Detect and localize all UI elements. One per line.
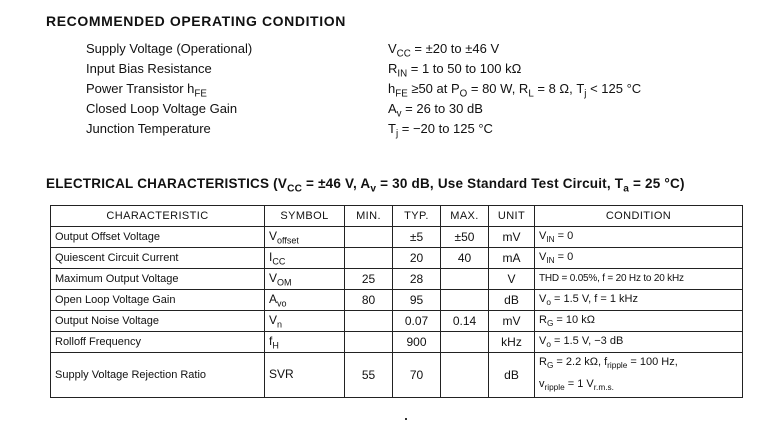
cell-condition: $V_{IN} = 0$ [535, 248, 743, 269]
roc-label: Closed Loop Voltage Gain [86, 101, 238, 116]
cell-symbol: $V_{offset}$ [265, 227, 345, 248]
cell-unit: dB [489, 353, 535, 398]
cell-typ: 28 [393, 269, 441, 290]
roc-row-hfe [86, 81, 746, 101]
cell-max [441, 290, 489, 311]
cell-max: ±50 [441, 227, 489, 248]
speck [405, 418, 407, 420]
cell-max: 0.14 [441, 311, 489, 332]
condition-line-2: $v_{ripple} = 1$ $V_{r.m.s.}$ [539, 378, 614, 393]
cell-unit: mA [489, 248, 535, 269]
recommended-conditions [86, 41, 746, 141]
cell-typ: 70 [393, 353, 441, 398]
cell-characteristic: Output Offset Voltage [51, 227, 265, 248]
table-row [51, 332, 743, 353]
table-row [51, 311, 743, 332]
cell-condition: $V_o = 1.5$ V, −3 dB [535, 332, 743, 353]
col-max: MAX. [441, 206, 489, 227]
col-typ: TYP. [393, 206, 441, 227]
table-row [51, 227, 743, 248]
roc-value: $T_j = -20$ to 125 °C [388, 121, 493, 140]
cell-unit: dB [489, 290, 535, 311]
cell-typ: 20 [393, 248, 441, 269]
cell-symbol: $A_{vo}$ [265, 290, 345, 311]
roc-row-temp [86, 121, 746, 141]
cell-characteristic: Open Loop Voltage Gain [51, 290, 265, 311]
roc-label: Power Transistor $h_{FE}$ [86, 81, 207, 100]
roc-value: $A_v = 26$ to 30 dB [388, 101, 483, 120]
col-unit: UNIT [489, 206, 535, 227]
condition-line-1: $R_G = 2.2$ kΩ, $f_{ripple} = 100$ Hz, [539, 356, 678, 371]
col-min: MIN. [345, 206, 393, 227]
table-row [51, 269, 743, 290]
recommended-heading: RECOMMENDED OPERATING CONDITION [46, 13, 346, 29]
roc-label: Input Bias Resistance [86, 61, 212, 76]
cell-unit: V [489, 269, 535, 290]
cell-max [441, 269, 489, 290]
roc-row-bias [86, 61, 746, 81]
cell-min [345, 227, 393, 248]
cell-characteristic: Supply Voltage Rejection Ratio [51, 353, 265, 398]
cell-condition: THD = 0.05%, f = 20 Hz to 20 kHz [535, 269, 743, 290]
cell-typ: ±5 [393, 227, 441, 248]
cell-characteristic: Quiescent Circuit Current [51, 248, 265, 269]
table-row [51, 248, 743, 269]
cell-max: 40 [441, 248, 489, 269]
col-condition: CONDITION [535, 206, 743, 227]
cell-condition [535, 353, 743, 398]
table-row [51, 353, 743, 398]
col-characteristic: CHARACTERISTIC [51, 206, 265, 227]
cell-min [345, 248, 393, 269]
cell-symbol: $V_n$ [265, 311, 345, 332]
cell-characteristic: Rolloff Frequency [51, 332, 265, 353]
cell-symbol: SVR [265, 353, 345, 398]
roc-row-supply [86, 41, 746, 61]
table-row [51, 290, 743, 311]
cell-min [345, 332, 393, 353]
cell-symbol: $V_{OM}$ [265, 269, 345, 290]
cell-unit: kHz [489, 332, 535, 353]
cell-condition: $V_{IN} = 0$ [535, 227, 743, 248]
cell-characteristic: Output Noise Voltage [51, 311, 265, 332]
cell-typ: 0.07 [393, 311, 441, 332]
roc-value: $R_{IN} = 1$ to 50 to 100 kΩ [388, 61, 522, 80]
cell-min: 25 [345, 269, 393, 290]
cell-symbol: $I_{CC}$ [265, 248, 345, 269]
cell-typ: 95 [393, 290, 441, 311]
roc-value: $h_{FE} \ge 50$ at $P_O = 80$ W, $R_L = 8$ Ω, $T_j < 125$ °C [388, 81, 642, 100]
cell-max [441, 353, 489, 398]
cell-typ: 900 [393, 332, 441, 353]
cell-unit: mV [489, 227, 535, 248]
cell-unit: mV [489, 311, 535, 332]
roc-value: $V_{CC} = \pm 20$ to ±46 V [388, 41, 500, 60]
cell-condition: $V_o = 1.5$ V, f = 1 kHz [535, 290, 743, 311]
cell-condition: $R_G = 10$ kΩ [535, 311, 743, 332]
roc-label: Junction Temperature [86, 121, 211, 136]
roc-label: Supply Voltage (Operational) [86, 41, 253, 56]
cell-max [441, 332, 489, 353]
cell-symbol: $f_H$ [265, 332, 345, 353]
table-header-row [51, 206, 743, 227]
cell-min: 55 [345, 353, 393, 398]
electrical-table [50, 205, 743, 398]
electrical-heading: ELECTRICAL CHARACTERISTICS ($V_{CC} = \pm 46$ V, $A_v = 30$ dB, Use Standard Test Circuit, $T_a = 25$ °C) [46, 176, 685, 195]
cell-min [345, 311, 393, 332]
roc-row-gain [86, 101, 746, 121]
cell-characteristic: Maximum Output Voltage [51, 269, 265, 290]
cell-min: 80 [345, 290, 393, 311]
col-symbol: SYMBOL [265, 206, 345, 227]
